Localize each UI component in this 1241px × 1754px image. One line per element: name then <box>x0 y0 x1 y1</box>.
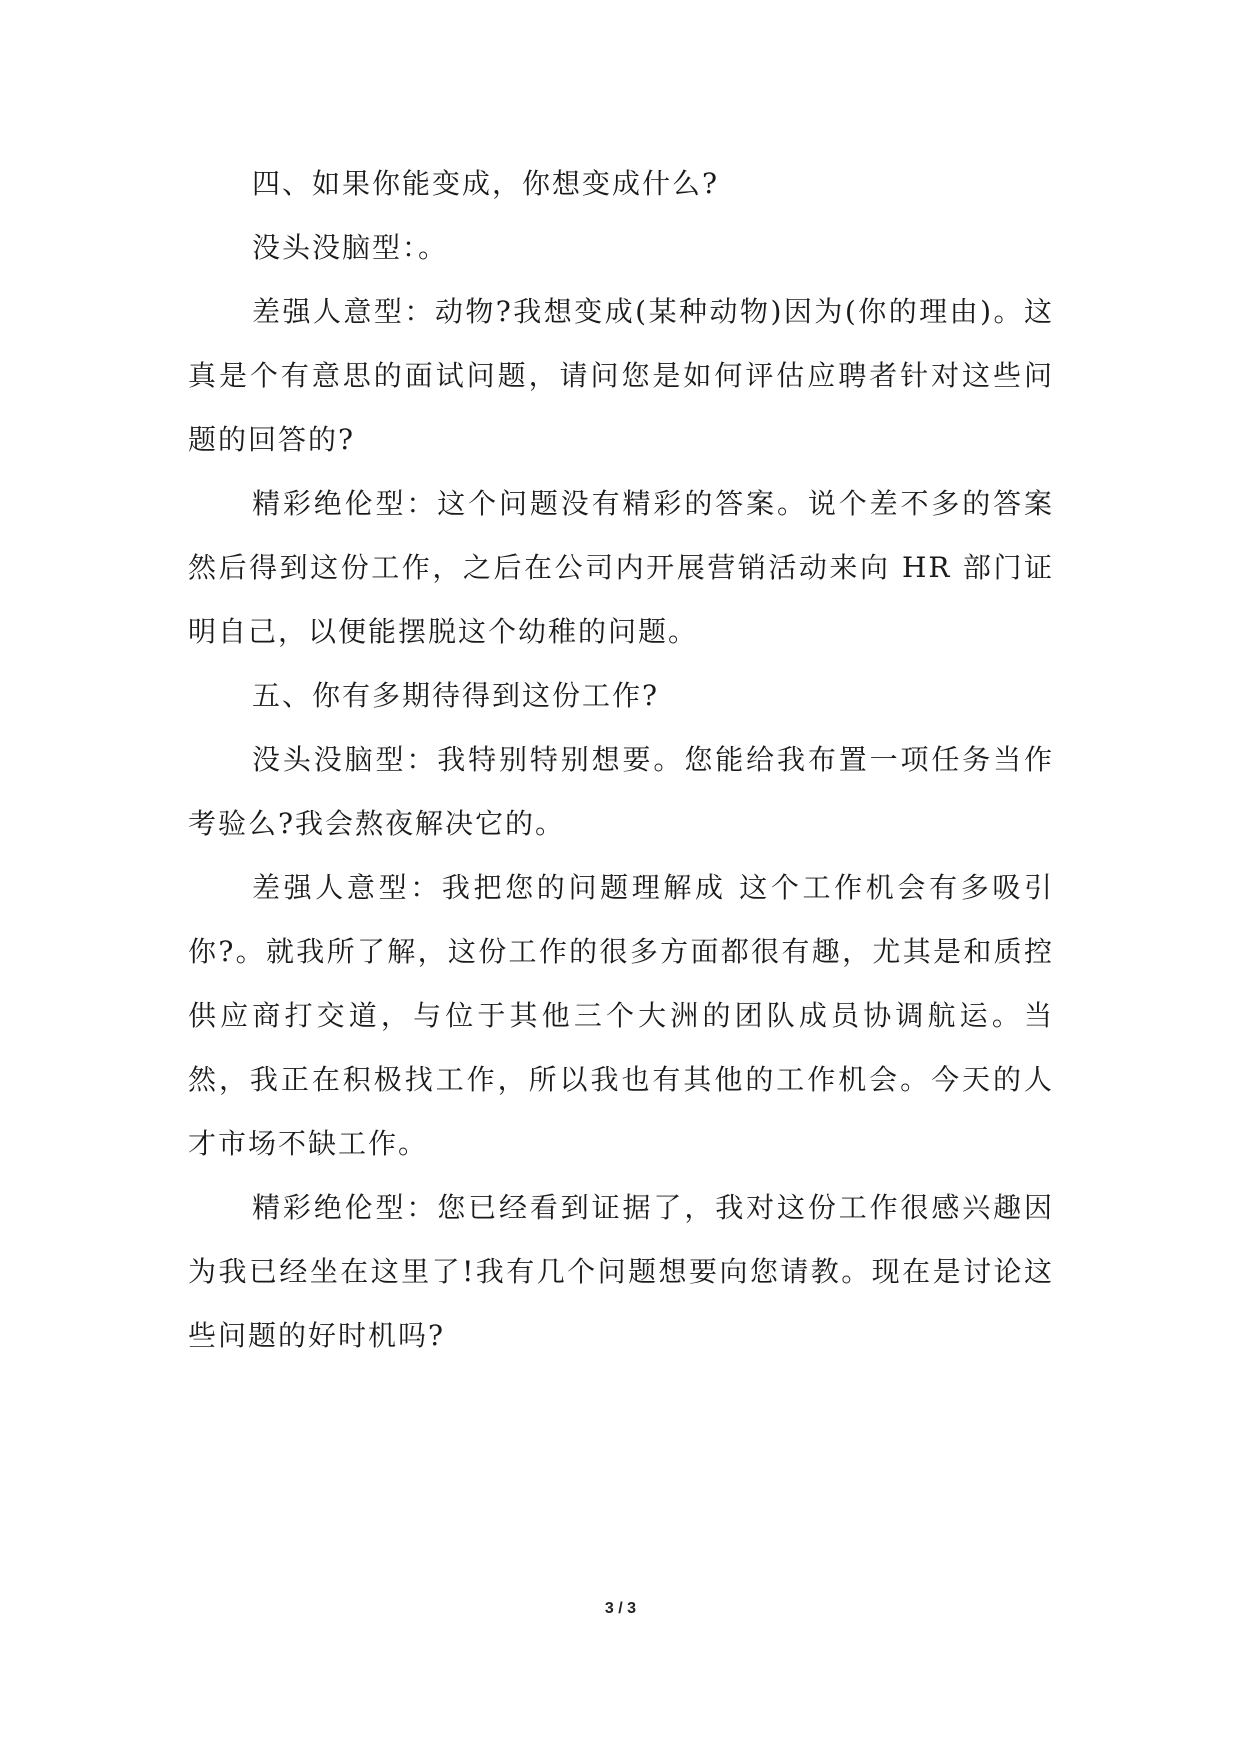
answer-paragraph: 没头没脑型：我特别特别想要。您能给我布置一项任务当作考验么?我会熬夜解决它的。 <box>188 743 1054 840</box>
section-heading-5: 五、你有多期待得到这份工作? <box>252 679 660 712</box>
answer-paragraph: 差强人意型：动物?我想变成(某种动物)因为(你的理由)。这真是个有意思的面试问题，请问您是如何评估应聘者针对这些问题的回答的? <box>188 295 1054 456</box>
answer-paragraph: 精彩绝伦型：您已经看到证据了，我对这份工作很感兴趣因为我已经坐在这里了!我有几个问题想要向您请教。现在是讨论这些问题的好时机吗? <box>188 1191 1054 1352</box>
document-body <box>188 152 1054 1368</box>
page-number: 3 / 3 <box>604 1600 637 1617</box>
section-heading-4: 四、如果你能变成，你想变成什么? <box>252 167 720 200</box>
answer-paragraph: 差强人意型：我把您的问题理解成 这个工作机会有多吸引你?。就我所了解，这份工作的很多方面都很有趣，尤其是和质控供应商打交道，与位于其他三个大洲的团队成员协调航运。当然，我正在积极找工作，所以我也有其他的工作机会。今天的人才市场不缺工作。 <box>188 871 1054 1160</box>
answer-paragraph: 没头没脑型：。 <box>252 231 449 264</box>
answer-paragraph: 精彩绝伦型：这个问题没有精彩的答案。说个差不多的答案然后得到这份工作，之后在公司内开展营销活动来向 HR 部门证明自己，以便能摆脱这个幼稚的问题。 <box>188 487 1054 648</box>
